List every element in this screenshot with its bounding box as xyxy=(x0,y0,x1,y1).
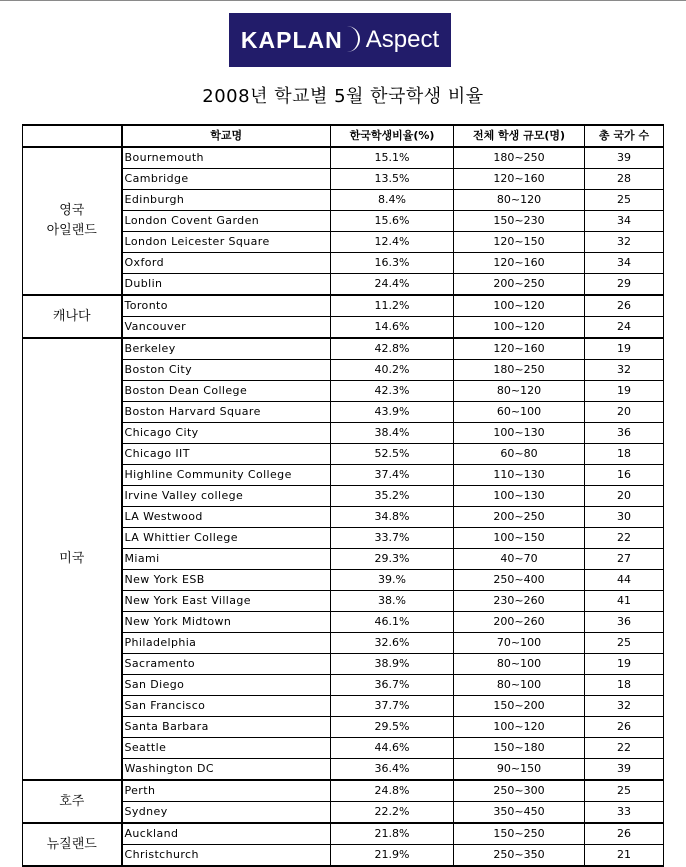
student-size: 150~230 xyxy=(454,211,585,232)
student-size: 40~70 xyxy=(454,549,585,570)
korean-ratio: 35.2% xyxy=(331,486,454,507)
country-count: 16 xyxy=(585,465,664,486)
student-size: 80~120 xyxy=(454,190,585,211)
korean-ratio: 15.6% xyxy=(331,211,454,232)
student-size: 110~130 xyxy=(454,465,585,486)
korean-ratio: 15.1% xyxy=(331,147,454,169)
region-label: 미국 xyxy=(59,551,85,566)
top-divider xyxy=(0,0,686,1)
region-label: 영국 xyxy=(59,203,85,218)
student-size: 250~400 xyxy=(454,570,585,591)
region-cell xyxy=(23,338,122,780)
country-count: 18 xyxy=(585,675,664,696)
student-size: 150~250 xyxy=(454,823,585,845)
country-count: 22 xyxy=(585,528,664,549)
school-name: San Diego xyxy=(122,675,331,696)
country-count: 34 xyxy=(585,211,664,232)
school-name: Chicago City xyxy=(122,423,331,444)
student-size: 100~130 xyxy=(454,423,585,444)
table-row xyxy=(23,295,664,317)
student-size: 60~80 xyxy=(454,444,585,465)
school-name: Miami xyxy=(122,549,331,570)
header-school: 학교명 xyxy=(122,125,331,147)
country-count: 39 xyxy=(585,147,664,169)
kaplan-aspect-logo xyxy=(229,13,451,67)
school-name: New York East Village xyxy=(122,591,331,612)
korean-ratio: 36.7% xyxy=(331,675,454,696)
school-name: Irvine Valley college xyxy=(122,486,331,507)
korean-ratio: 32.6% xyxy=(331,633,454,654)
country-count: 41 xyxy=(585,591,664,612)
country-count: 36 xyxy=(585,423,664,444)
country-count: 26 xyxy=(585,295,664,317)
country-count: 32 xyxy=(585,232,664,253)
school-name: Dublin xyxy=(122,274,331,296)
school-name: Boston Dean College xyxy=(122,381,331,402)
student-size: 70~100 xyxy=(454,633,585,654)
country-count: 25 xyxy=(585,633,664,654)
student-size: 120~150 xyxy=(454,232,585,253)
student-size: 250~300 xyxy=(454,780,585,802)
student-size: 200~250 xyxy=(454,274,585,296)
school-name: Boston Harvard Square xyxy=(122,402,331,423)
korean-ratio: 37.4% xyxy=(331,465,454,486)
student-size: 80~100 xyxy=(454,654,585,675)
student-size: 230~260 xyxy=(454,591,585,612)
student-size: 120~160 xyxy=(454,169,585,190)
school-name: Auckland xyxy=(122,823,331,845)
student-size: 80~100 xyxy=(454,675,585,696)
country-count: 32 xyxy=(585,360,664,381)
country-count: 27 xyxy=(585,549,664,570)
logo-sub: Aspect xyxy=(365,26,440,53)
korean-ratio: 29.5% xyxy=(331,717,454,738)
korean-ratio: 33.7% xyxy=(331,528,454,549)
country-count: 20 xyxy=(585,402,664,423)
country-count: 30 xyxy=(585,507,664,528)
school-name: Edinburgh xyxy=(122,190,331,211)
korean-ratio: 22.2% xyxy=(331,802,454,824)
korean-ratio: 38.4% xyxy=(331,423,454,444)
school-name: Toronto xyxy=(122,295,331,317)
student-size: 250~350 xyxy=(454,845,585,867)
country-count: 25 xyxy=(585,190,664,211)
korean-ratio: 24.4% xyxy=(331,274,454,296)
student-size: 100~130 xyxy=(454,486,585,507)
student-size: 100~150 xyxy=(454,528,585,549)
school-name: LA Whittier College xyxy=(122,528,331,549)
korean-ratio: 39.% xyxy=(331,570,454,591)
school-name: London Covent Garden xyxy=(122,211,331,232)
student-size: 180~250 xyxy=(454,147,585,169)
page-title: 2008년 학교별 5월 한국학생 비율 xyxy=(202,86,484,107)
country-count: 36 xyxy=(585,612,664,633)
header-korean-ratio: 한국학생비율(%) xyxy=(331,125,454,147)
korean-ratio: 37.7% xyxy=(331,696,454,717)
country-count: 19 xyxy=(585,338,664,360)
school-name: Cambridge xyxy=(122,169,331,190)
country-count: 18 xyxy=(585,444,664,465)
school-name: Vancouver xyxy=(122,317,331,339)
student-size: 350~450 xyxy=(454,802,585,824)
school-name: Boston City xyxy=(122,360,331,381)
country-count: 19 xyxy=(585,381,664,402)
logo-swoosh-icon xyxy=(344,26,360,52)
school-ratio-table xyxy=(22,124,664,867)
korean-ratio: 36.4% xyxy=(331,759,454,781)
region-cell xyxy=(23,780,122,823)
student-size: 120~160 xyxy=(454,338,585,360)
table-body xyxy=(23,147,664,866)
student-size: 200~260 xyxy=(454,612,585,633)
korean-ratio: 21.8% xyxy=(331,823,454,845)
korean-ratio: 38.9% xyxy=(331,654,454,675)
country-count: 44 xyxy=(585,570,664,591)
korean-ratio: 14.6% xyxy=(331,317,454,339)
country-count: 26 xyxy=(585,717,664,738)
student-size: 180~250 xyxy=(454,360,585,381)
header-country-count: 총 국가 수 xyxy=(585,125,664,147)
country-count: 22 xyxy=(585,738,664,759)
country-count: 28 xyxy=(585,169,664,190)
korean-ratio: 52.5% xyxy=(331,444,454,465)
korean-ratio: 16.3% xyxy=(331,253,454,274)
korean-ratio: 44.6% xyxy=(331,738,454,759)
country-count: 21 xyxy=(585,845,664,867)
school-name: San Francisco xyxy=(122,696,331,717)
country-count: 29 xyxy=(585,274,664,296)
student-size: 150~200 xyxy=(454,696,585,717)
school-name: Philadelphia xyxy=(122,633,331,654)
korean-ratio: 43.9% xyxy=(331,402,454,423)
region-label: 뉴질랜드 xyxy=(46,836,97,852)
table-row xyxy=(23,823,664,845)
korean-ratio: 12.4% xyxy=(331,232,454,253)
school-name: Chicago IIT xyxy=(122,444,331,465)
korean-ratio: 24.8% xyxy=(331,780,454,802)
logo-brand: KAPLAN xyxy=(240,26,343,53)
country-count: 33 xyxy=(585,802,664,824)
school-name: Sacramento xyxy=(122,654,331,675)
student-size: 100~120 xyxy=(454,717,585,738)
student-size: 90~150 xyxy=(454,759,585,781)
school-name: New York Midtown xyxy=(122,612,331,633)
school-name: New York ESB xyxy=(122,570,331,591)
region-label: 호주 xyxy=(59,793,85,809)
student-size: 200~250 xyxy=(454,507,585,528)
korean-ratio: 11.2% xyxy=(331,295,454,317)
school-name: Christchurch xyxy=(122,845,331,867)
student-size: 150~180 xyxy=(454,738,585,759)
country-count: 25 xyxy=(585,780,664,802)
region-cell xyxy=(23,295,122,338)
school-name: London Leicester Square xyxy=(122,232,331,253)
korean-ratio: 21.9% xyxy=(331,845,454,867)
school-name: Highline Community College xyxy=(122,465,331,486)
school-name: Bournemouth xyxy=(122,147,331,169)
korean-ratio: 42.3% xyxy=(331,381,454,402)
student-size: 80~120 xyxy=(454,381,585,402)
country-count: 32 xyxy=(585,696,664,717)
table-row xyxy=(23,338,664,360)
region-cell xyxy=(23,147,122,295)
korean-ratio: 29.3% xyxy=(331,549,454,570)
header-student-size: 전체 학생 규모(명) xyxy=(454,125,585,147)
table-row xyxy=(23,780,664,802)
korean-ratio: 13.5% xyxy=(331,169,454,190)
country-count: 20 xyxy=(585,486,664,507)
school-name: Perth xyxy=(122,780,331,802)
school-name: Santa Barbara xyxy=(122,717,331,738)
country-count: 34 xyxy=(585,253,664,274)
student-size: 60~100 xyxy=(454,402,585,423)
student-size: 100~120 xyxy=(454,317,585,339)
region-label: 아일랜드 xyxy=(46,223,97,238)
school-name: Seattle xyxy=(122,738,331,759)
header-region xyxy=(23,125,122,147)
school-name: Oxford xyxy=(122,253,331,274)
student-size: 100~120 xyxy=(454,295,585,317)
table-row xyxy=(23,147,664,169)
region-cell xyxy=(23,823,122,866)
korean-ratio: 38.% xyxy=(331,591,454,612)
student-size: 120~160 xyxy=(454,253,585,274)
school-name: Washington DC xyxy=(122,759,331,781)
korean-ratio: 8.4% xyxy=(331,190,454,211)
korean-ratio: 46.1% xyxy=(331,612,454,633)
korean-ratio: 42.8% xyxy=(331,338,454,360)
country-count: 26 xyxy=(585,823,664,845)
country-count: 39 xyxy=(585,759,664,781)
school-name: Berkeley xyxy=(122,338,331,360)
school-name: Sydney xyxy=(122,802,331,824)
korean-ratio: 40.2% xyxy=(331,360,454,381)
korean-ratio: 34.8% xyxy=(331,507,454,528)
region-label: 캐나다 xyxy=(52,308,91,324)
school-name: LA Westwood xyxy=(122,507,331,528)
country-count: 19 xyxy=(585,654,664,675)
table-header-row xyxy=(23,125,664,147)
country-count: 24 xyxy=(585,317,664,339)
